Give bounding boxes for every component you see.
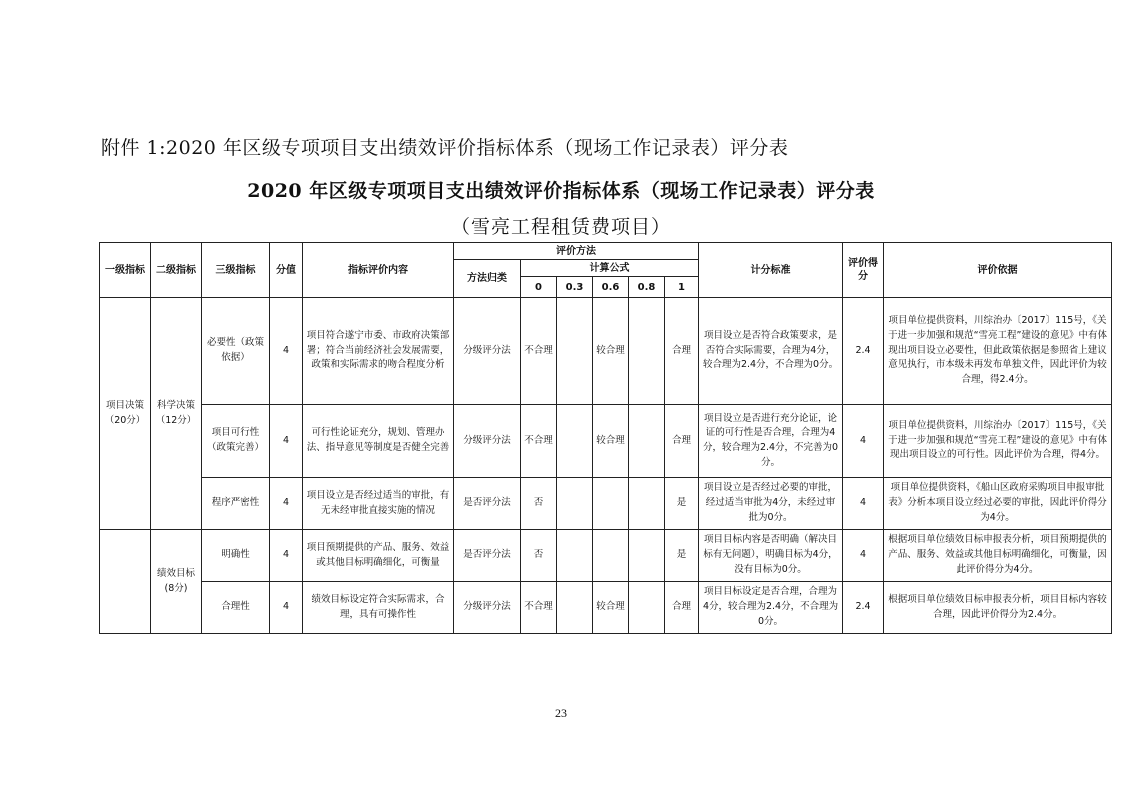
table-row — [100, 298, 1112, 405]
method-cell: 分级评分法 — [454, 405, 521, 478]
level3-cell: 合理性 — [202, 582, 270, 634]
table-row — [100, 405, 1112, 478]
formula-03-cell — [557, 405, 593, 478]
formula-08-cell — [629, 530, 665, 582]
header-formula-0: 0 — [521, 277, 557, 298]
formula-03-cell — [557, 298, 593, 405]
formula-0-cell: 否 — [521, 530, 557, 582]
content-cell: 可行性论证充分，规划、管理办法、指导意见等制度是否健全完善 — [303, 405, 454, 478]
header-formula-group: 计算公式 — [521, 260, 699, 277]
standard-cell: 项目目标设定是否合理，合理为4分，较合理为2.4分，不合理为0分。 — [699, 582, 843, 634]
formula-08-cell — [629, 298, 665, 405]
formula-0-cell: 不合理 — [521, 405, 557, 478]
header-level3: 三级指标 — [202, 243, 270, 298]
sub-title: （雪亮工程租赁费项目） — [450, 216, 671, 238]
header-formula-06: 0.6 — [593, 277, 629, 298]
level3-cell: 明确性 — [202, 530, 270, 582]
formula-08-cell — [629, 478, 665, 530]
formula-06-cell: 较合理 — [593, 405, 629, 478]
header-eval-score: 评价得分 — [843, 243, 884, 298]
header-level1: 一级指标 — [100, 243, 151, 298]
method-cell: 分级评分法 — [454, 582, 521, 634]
level2-cell-b: 绩效目标(8分) — [151, 530, 202, 634]
value-cell: 4 — [270, 298, 303, 405]
formula-1-cell: 是 — [665, 478, 699, 530]
content-cell: 项目预期提供的产品、服务、效益或其他目标明确细化，可衡量 — [303, 530, 454, 582]
table-row — [100, 530, 1112, 582]
main-title: 2020 年区级专项项目支出绩效评价指标体系（现场工作记录表）评分表 — [247, 180, 875, 202]
content-cell: 项目符合遂宁市委、市政府决策部署；符合当前经济社会发展需要，政策和实际需求的吻合程度分析 — [303, 298, 454, 405]
attachment-title: 附件 1:2020 年区级专项项目支出绩效评价指标体系（现场工作记录表）评分表 — [101, 137, 789, 159]
value-cell: 4 — [270, 530, 303, 582]
basis-cell: 根据项目单位绩效目标申报表分析，项目目标内容较合理，因此评价得分为2.4分。 — [884, 582, 1112, 634]
header-method-group: 评价方法 — [454, 243, 699, 260]
formula-06-cell: 较合理 — [593, 298, 629, 405]
formula-08-cell — [629, 582, 665, 634]
formula-03-cell — [557, 582, 593, 634]
evaluation-table — [99, 242, 1112, 634]
formula-1-cell: 合理 — [665, 582, 699, 634]
formula-0-cell: 否 — [521, 478, 557, 530]
formula-03-cell — [557, 478, 593, 530]
formula-0-cell: 不合理 — [521, 582, 557, 634]
score-cell: 2.4 — [843, 582, 884, 634]
score-cell: 4 — [843, 405, 884, 478]
value-cell: 4 — [270, 405, 303, 478]
level3-cell: 必要性（政策依据） — [202, 298, 270, 405]
formula-0-cell: 不合理 — [521, 298, 557, 405]
header-level2: 二级指标 — [151, 243, 202, 298]
method-cell: 是否评分法 — [454, 478, 521, 530]
formula-1-cell: 合理 — [665, 405, 699, 478]
header-basis: 评价依据 — [884, 243, 1112, 298]
header-content: 指标评价内容 — [303, 243, 454, 298]
value-cell: 4 — [270, 582, 303, 634]
level3-cell: 程序严密性 — [202, 478, 270, 530]
score-cell: 2.4 — [843, 298, 884, 405]
level2-cell-a: 科学决策（12分） — [151, 298, 202, 530]
formula-1-cell: 是 — [665, 530, 699, 582]
header-formula-08: 0.8 — [629, 277, 665, 298]
formula-08-cell — [629, 405, 665, 478]
score-cell: 4 — [843, 530, 884, 582]
formula-06-cell — [593, 530, 629, 582]
method-cell: 分级评分法 — [454, 298, 521, 405]
basis-cell: 项目单位提供资料，《船山区政府采购项目申报审批表》分析本项目设立经过必要的审批，因此评价得分为4分。 — [884, 478, 1112, 530]
basis-cell: 项目单位提供资料，川综治办〔2017〕115号，《关于进一步加强和规范“雪亮工程”建设的意见》中有体现出项目设立的可行性。因此评价为合理，得4分。 — [884, 405, 1112, 478]
formula-06-cell: 较合理 — [593, 582, 629, 634]
basis-cell: 根据项目单位绩效目标申报表分析，项目预期提供的产品、服务、效益或其他目标明确细化，可衡量，因此评价得分为4分。 — [884, 530, 1112, 582]
basis-cell: 项目单位提供资料，川综治办〔2017〕115号，《关于进一步加强和规范“雪亮工程”建设的意见》中有体现出项目设立必要性，但此政策依据是参照省上建议意见执行，市本级未再发布单独文件，因此评价为较合理，得2.4分。 — [884, 298, 1112, 405]
standard-cell: 项目目标内容是否明确（解决目标有无问题），明确目标为4分，没有目标为0分。 — [699, 530, 843, 582]
formula-03-cell — [557, 530, 593, 582]
header-standard: 计分标准 — [699, 243, 843, 298]
score-cell: 4 — [843, 478, 884, 530]
standard-cell: 项目设立是否经过必要的审批，经过适当审批为4分，未经过审批为0分。 — [699, 478, 843, 530]
formula-1-cell: 合理 — [665, 298, 699, 405]
level1-cell-continuation — [100, 530, 151, 634]
level1-cell: 项目决策（20分） — [100, 298, 151, 530]
method-cell: 是否评分法 — [454, 530, 521, 582]
content-cell: 项目设立是否经过适当的审批，有无未经审批直接实施的情况 — [303, 478, 454, 530]
table-row — [100, 478, 1112, 530]
standard-cell: 项目设立是否进行充分论证，论证的可行性是否合理，合理为4分，较合理为2.4分，不完善为0分。 — [699, 405, 843, 478]
standard-cell: 项目设立是否符合政策要求，是否符合实际需要，合理为4分，较合理为2.4分，不合理为0分。 — [699, 298, 843, 405]
page-number: 23 — [555, 706, 567, 720]
content-cell: 绩效目标设定符合实际需求，合理，具有可操作性 — [303, 582, 454, 634]
formula-06-cell — [593, 478, 629, 530]
level3-cell: 项目可行性（政策完善） — [202, 405, 270, 478]
value-cell: 4 — [270, 478, 303, 530]
header-formula-1: 1 — [665, 277, 699, 298]
header-method-type: 方法归类 — [454, 260, 521, 298]
header-formula-03: 0.3 — [557, 277, 593, 298]
table-row — [100, 582, 1112, 634]
header-score-value: 分值 — [270, 243, 303, 298]
